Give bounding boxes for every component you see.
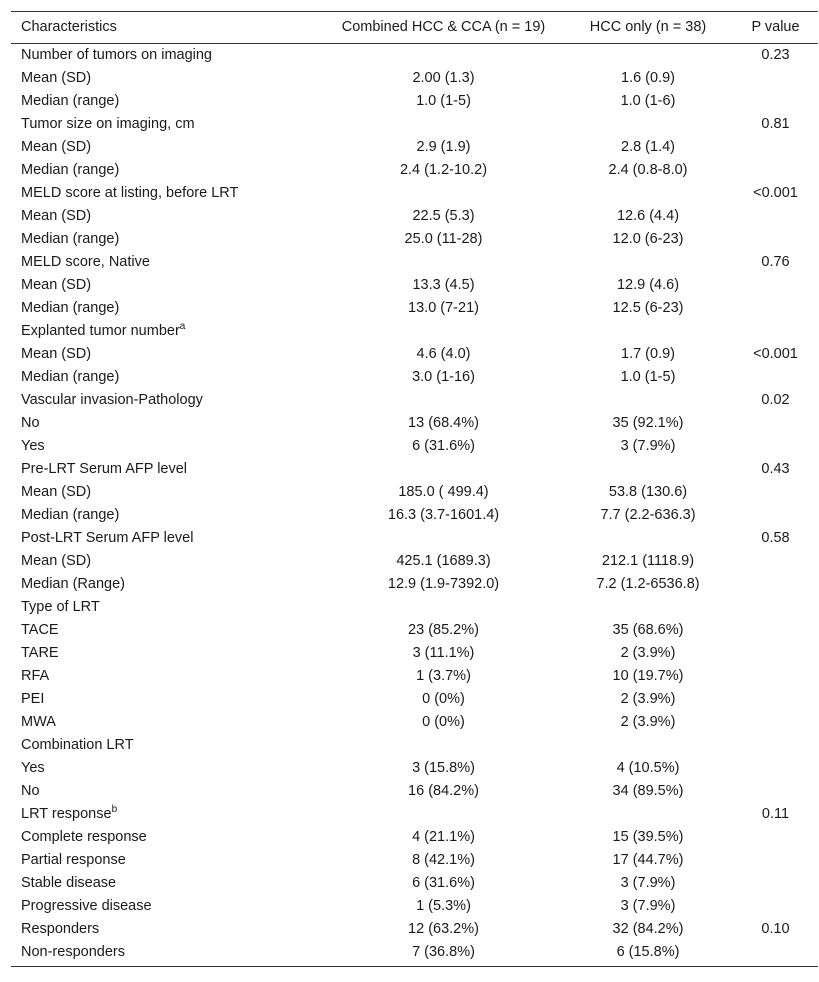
row-label-text: Combination LRT — [21, 737, 134, 753]
header-combined: Combined HCC & CCA (n = 19) — [341, 19, 546, 35]
table-row — [11, 941, 818, 967]
hcc-only-value: 17 (44.7%) — [612, 852, 684, 868]
p-value — [733, 435, 818, 458]
section-label — [11, 44, 324, 68]
table-row — [11, 481, 818, 504]
combined-value — [324, 803, 563, 826]
hcc-only-value — [563, 803, 733, 826]
table-row — [11, 895, 818, 918]
p-value — [733, 872, 818, 895]
row-label-text: Pre-LRT Serum AFP level — [21, 461, 188, 477]
row-label-text: Mean (SD) — [21, 346, 92, 362]
p-value — [733, 826, 818, 849]
combined-value: 2.00 (1.3) — [412, 70, 475, 86]
footnote-marker: b — [111, 804, 118, 816]
table-row — [11, 803, 818, 826]
row-label-text: Median (range) — [21, 93, 120, 109]
table-row — [11, 228, 818, 251]
row-label — [11, 343, 324, 366]
p-value: 0.58 — [761, 530, 790, 546]
combined-value — [324, 44, 563, 68]
hcc-only-value: 2.4 (0.8-8.0) — [608, 162, 688, 178]
hcc-only-value: 10 (19.7%) — [612, 668, 684, 684]
table-row — [11, 849, 818, 872]
combined-value: 22.5 (5.3) — [412, 208, 475, 224]
row-label-text: Vascular invasion-Pathology — [21, 392, 203, 408]
row-label-text: Type of LRT — [21, 599, 100, 615]
row-label-text: Median (range) — [21, 300, 120, 316]
p-value: 0.76 — [761, 254, 790, 270]
p-value: 0.81 — [761, 116, 790, 132]
p-value: <0.001 — [753, 346, 798, 362]
hcc-only-value: 12.0 (6-23) — [612, 231, 684, 247]
p-value — [733, 642, 818, 665]
p-value — [733, 941, 818, 967]
hcc-only-value — [563, 734, 733, 757]
table-header — [11, 12, 818, 44]
table-row — [11, 343, 818, 366]
hcc-only-value: 32 (84.2%) — [612, 921, 684, 937]
combined-value: 425.1 (1689.3) — [396, 553, 491, 569]
row-label-text: No — [21, 783, 40, 799]
combined-value: 13.0 (7-21) — [408, 300, 479, 316]
row-label-text: Progressive disease — [21, 898, 152, 914]
p-value — [733, 504, 818, 527]
table-row — [11, 550, 818, 573]
combined-value — [324, 320, 563, 343]
row-label-text: Mean (SD) — [21, 139, 92, 155]
row-label-text: Mean (SD) — [21, 553, 92, 569]
hcc-only-value: 6 (15.8%) — [616, 944, 680, 960]
combined-value: 2.9 (1.9) — [416, 139, 471, 155]
combined-value: 185.0 ( 499.4) — [398, 484, 489, 500]
row-label-text: Responders — [21, 921, 100, 937]
p-value: 0.23 — [761, 47, 790, 63]
table-row — [11, 389, 818, 412]
row-label — [11, 550, 324, 573]
hcc-only-value — [563, 44, 733, 68]
table-row — [11, 527, 818, 550]
row-label — [11, 918, 324, 941]
p-value — [733, 780, 818, 803]
combined-value: 0 (0%) — [422, 714, 465, 730]
combined-value — [324, 113, 563, 136]
row-label — [11, 251, 324, 274]
row-label — [11, 780, 324, 803]
table-row — [11, 274, 818, 297]
table-row — [11, 711, 818, 734]
combined-value — [324, 527, 563, 550]
table-row — [11, 44, 818, 68]
combined-value: 4 (21.1%) — [412, 829, 475, 845]
p-value — [733, 90, 818, 113]
row-label — [11, 228, 324, 251]
row-label-text: Yes — [21, 438, 45, 454]
row-label — [11, 389, 324, 412]
row-label — [11, 619, 324, 642]
hcc-only-value: 35 (92.1%) — [612, 415, 684, 431]
hcc-only-value: 53.8 (130.6) — [608, 484, 688, 500]
p-value: 0.10 — [761, 921, 790, 937]
p-value — [733, 136, 818, 159]
row-label — [11, 136, 324, 159]
combined-value: 12 (63.2%) — [408, 921, 479, 937]
combined-value: 6 (31.6%) — [412, 438, 475, 454]
p-value — [733, 366, 818, 389]
row-label — [11, 159, 324, 182]
hcc-only-value: 2.8 (1.4) — [621, 139, 675, 155]
hcc-only-value: 12.6 (4.4) — [616, 208, 680, 224]
hcc-only-value — [563, 251, 733, 274]
combined-value: 3 (15.8%) — [412, 760, 475, 776]
combined-value: 25.0 (11-28) — [404, 231, 483, 247]
hcc-only-value: 15 (39.5%) — [612, 829, 684, 845]
hcc-only-value: 3 (7.9%) — [620, 438, 676, 454]
row-label-text: LRT response — [21, 806, 112, 822]
p-value: 0.02 — [761, 392, 790, 408]
table-row — [11, 872, 818, 895]
p-value — [733, 757, 818, 780]
combined-value: 1 (3.7%) — [416, 668, 471, 684]
p-value — [733, 228, 818, 251]
row-label-text: Partial response — [21, 852, 126, 868]
combined-value — [324, 734, 563, 757]
p-value — [733, 412, 818, 435]
row-label — [11, 665, 324, 688]
row-label — [11, 412, 324, 435]
row-label — [11, 481, 324, 504]
p-value — [733, 67, 818, 90]
row-label-text: Stable disease — [21, 875, 117, 891]
p-value — [733, 596, 818, 619]
table-row — [11, 435, 818, 458]
hcc-only-value: 1.0 (1-6) — [620, 93, 676, 109]
combined-value: 4.6 (4.0) — [416, 346, 471, 362]
row-label-text: TACE — [21, 622, 59, 638]
p-value — [733, 573, 818, 596]
table-row — [11, 67, 818, 90]
hcc-only-value: 2 (3.9%) — [620, 691, 676, 707]
row-label — [11, 872, 324, 895]
table-row — [11, 780, 818, 803]
row-label-text: Median (Range) — [21, 576, 125, 592]
row-label — [11, 435, 324, 458]
row-label-text: Mean (SD) — [21, 208, 92, 224]
row-label — [11, 757, 324, 780]
table-row — [11, 596, 818, 619]
header-p-value: P value — [751, 19, 800, 35]
characteristics-table — [11, 11, 818, 967]
hcc-only-value: 7.7 (2.2-636.3) — [600, 507, 696, 523]
hcc-only-value — [563, 527, 733, 550]
combined-value: 1.0 (1-5) — [416, 93, 471, 109]
hcc-only-value — [563, 320, 733, 343]
p-value — [733, 711, 818, 734]
row-label-text: Yes — [21, 760, 45, 776]
table-row — [11, 826, 818, 849]
table-row — [11, 182, 818, 205]
row-label-text: Explanted tumor number — [21, 323, 180, 339]
table-row — [11, 642, 818, 665]
table-row — [11, 366, 818, 389]
row-label — [11, 849, 324, 872]
row-label — [11, 711, 324, 734]
combined-value: 3 (11.1%) — [412, 645, 475, 661]
row-label — [11, 826, 324, 849]
p-value: 0.43 — [761, 461, 790, 477]
p-value — [733, 297, 818, 320]
table-row — [11, 159, 818, 182]
combined-value: 12.9 (1.9-7392.0) — [387, 576, 500, 592]
table-row — [11, 205, 818, 228]
section-label — [11, 803, 324, 826]
table-row — [11, 297, 818, 320]
table-row — [11, 918, 818, 941]
p-value — [733, 274, 818, 297]
hcc-only-value: 1.7 (0.9) — [621, 346, 675, 362]
combined-value: 13.3 (4.5) — [412, 277, 475, 293]
row-label-text: Mean (SD) — [21, 484, 92, 500]
table-row — [11, 412, 818, 435]
row-label-text: Complete response — [21, 829, 147, 845]
row-label-text: MWA — [21, 714, 56, 730]
p-value: <0.001 — [753, 185, 798, 201]
header-hcc-only: HCC only (n = 38) — [589, 19, 707, 35]
p-value — [733, 895, 818, 918]
hcc-only-value — [563, 389, 733, 412]
p-value — [733, 159, 818, 182]
table-row — [11, 688, 818, 711]
table-row — [11, 619, 818, 642]
combined-value — [324, 389, 563, 412]
table-row — [11, 113, 818, 136]
row-label-text: Median (range) — [21, 507, 120, 523]
row-label-text: Post-LRT Serum AFP level — [21, 530, 194, 546]
row-label — [11, 366, 324, 389]
p-value — [733, 734, 818, 757]
hcc-only-value: 2 (3.9%) — [620, 645, 676, 661]
row-label-text: Tumor size on imaging, cm — [21, 116, 195, 132]
row-label-text: Mean (SD) — [21, 70, 92, 86]
section-label — [11, 458, 324, 481]
section-label — [11, 113, 324, 136]
section-label — [11, 596, 324, 619]
p-value — [733, 320, 818, 343]
hcc-only-value: 35 (68.6%) — [612, 622, 684, 638]
row-label — [11, 895, 324, 918]
table-row — [11, 251, 818, 274]
p-value — [733, 665, 818, 688]
row-label-text: No — [21, 415, 40, 431]
combined-value — [324, 596, 563, 619]
hcc-only-value: 7.2 (1.2-6536.8) — [596, 576, 700, 592]
row-label-text: MELD score, Native — [21, 254, 150, 270]
combined-value: 3.0 (1-16) — [412, 369, 475, 385]
footnote-marker: a — [179, 321, 186, 333]
row-label — [11, 205, 324, 228]
combined-value: 8 (42.1%) — [412, 852, 475, 868]
section-label — [11, 734, 324, 757]
row-label-text: TARE — [21, 645, 59, 661]
hcc-only-value — [563, 182, 733, 205]
hcc-only-value: 12.9 (4.6) — [616, 277, 680, 293]
row-label-text: PEI — [21, 691, 45, 707]
row-label — [11, 504, 324, 527]
combined-value: 7 (36.8%) — [412, 944, 475, 960]
hcc-only-value: 12.5 (6-23) — [612, 300, 684, 316]
table-row — [11, 665, 818, 688]
row-label — [11, 688, 324, 711]
hcc-only-value: 212.1 (1118.9) — [601, 553, 695, 569]
row-label-text: Median (range) — [21, 231, 120, 247]
header-characteristics: Characteristics — [21, 19, 117, 35]
table-row — [11, 320, 818, 343]
combined-value — [324, 458, 563, 481]
table-row — [11, 136, 818, 159]
hcc-only-value — [563, 113, 733, 136]
header-row — [11, 12, 818, 44]
table-body — [11, 44, 818, 967]
row-label — [11, 941, 324, 967]
combined-value — [324, 251, 563, 274]
combined-value: 13 (68.4%) — [408, 415, 479, 431]
row-label — [11, 527, 324, 550]
combined-value: 0 (0%) — [422, 691, 465, 707]
combined-value: 23 (85.2%) — [408, 622, 479, 638]
p-value — [733, 205, 818, 228]
section-label — [11, 182, 324, 205]
hcc-only-value — [563, 458, 733, 481]
row-label-text: Non-responders — [21, 944, 125, 960]
table-row — [11, 504, 818, 527]
combined-value: 2.4 (1.2-10.2) — [399, 162, 488, 178]
hcc-only-value: 3 (7.9%) — [620, 875, 676, 891]
row-label-text: Median (range) — [21, 369, 120, 385]
table-row — [11, 734, 818, 757]
hcc-only-value: 34 (89.5%) — [612, 783, 684, 799]
combined-value: 16.3 (3.7-1601.4) — [387, 507, 500, 523]
row-label-text: Mean (SD) — [21, 277, 92, 293]
row-label — [11, 573, 324, 596]
row-label — [11, 67, 324, 90]
table-row — [11, 757, 818, 780]
p-value — [733, 619, 818, 642]
row-label-text: RFA — [21, 668, 50, 684]
hcc-only-value: 2 (3.9%) — [620, 714, 676, 730]
hcc-only-value — [563, 596, 733, 619]
combined-value: 1 (5.3%) — [416, 898, 471, 914]
hcc-only-value: 1.0 (1-5) — [620, 369, 676, 385]
row-label — [11, 642, 324, 665]
table-row — [11, 90, 818, 113]
row-label — [11, 90, 324, 113]
row-label-text: Number of tumors on imaging — [21, 47, 212, 63]
hcc-only-value: 3 (7.9%) — [620, 898, 676, 914]
row-label-text: MELD score at listing, before LRT — [21, 185, 239, 201]
combined-value: 16 (84.2%) — [408, 783, 479, 799]
hcc-only-value: 1.6 (0.9) — [621, 70, 675, 86]
p-value — [733, 688, 818, 711]
row-label-text: Median (range) — [21, 162, 120, 178]
combined-value: 6 (31.6%) — [412, 875, 475, 891]
section-label — [11, 320, 324, 343]
table-row — [11, 458, 818, 481]
hcc-only-value: 4 (10.5%) — [616, 760, 680, 776]
p-value — [733, 849, 818, 872]
table-row — [11, 573, 818, 596]
p-value: 0.11 — [761, 806, 790, 822]
p-value — [733, 481, 818, 504]
row-label — [11, 274, 324, 297]
p-value — [733, 550, 818, 573]
row-label — [11, 297, 324, 320]
combined-value — [324, 182, 563, 205]
